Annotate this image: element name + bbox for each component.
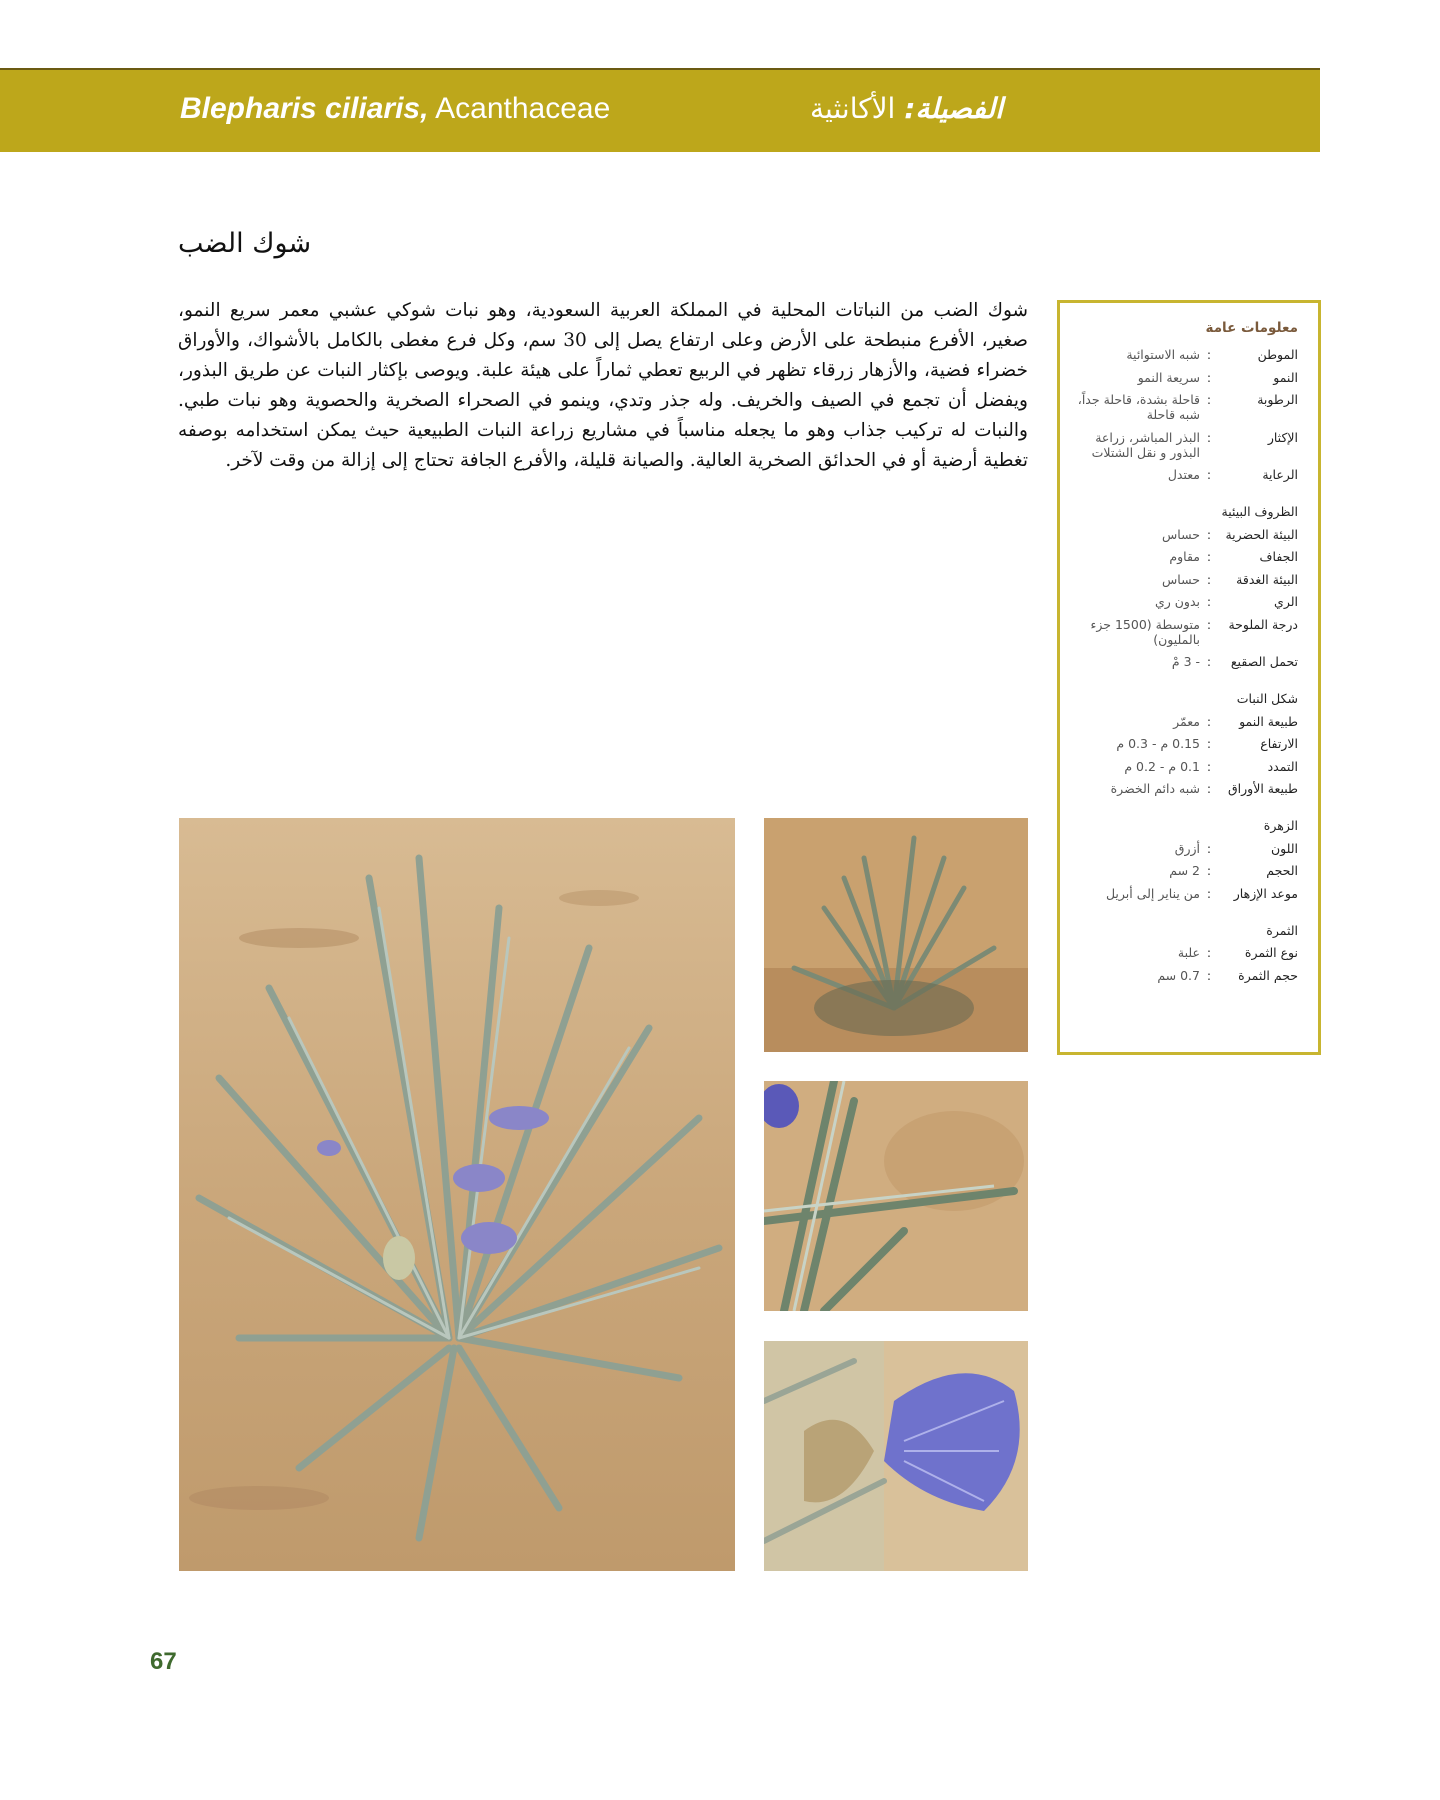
info-key: الرعاية bbox=[1262, 467, 1298, 482]
info-key: الري bbox=[1274, 594, 1298, 609]
info-sep: : bbox=[1206, 781, 1212, 796]
info-sep: : bbox=[1206, 967, 1212, 983]
info-row bbox=[1063, 759, 1298, 774]
info-sep: : bbox=[1206, 571, 1212, 587]
info-sep: : bbox=[1206, 429, 1212, 445]
info-key: طبيعة الأوراق bbox=[1227, 781, 1298, 796]
family-name-ar: الأكانثية bbox=[810, 92, 905, 125]
info-key: التمدد bbox=[1267, 758, 1298, 774]
info-key: موعد الإزهار bbox=[1233, 885, 1298, 901]
info-value: شبه دائم الخضرة bbox=[1110, 781, 1200, 796]
info-key: الموطن bbox=[1257, 347, 1298, 362]
info-value: حساس bbox=[1162, 571, 1200, 587]
info-row bbox=[1063, 392, 1298, 422]
info-key: نوع الثمرة bbox=[1244, 945, 1298, 960]
info-key: البيئة الغدقة bbox=[1236, 571, 1298, 587]
info-key: النمو bbox=[1273, 369, 1298, 385]
page-title: شوك الضب bbox=[178, 228, 312, 259]
page-number: 67 bbox=[150, 1648, 177, 1675]
info-sep: : bbox=[1206, 549, 1212, 564]
photo-side-2 bbox=[764, 1081, 1028, 1311]
info-value: أزرق bbox=[1174, 840, 1200, 856]
info-row bbox=[1063, 886, 1298, 901]
info-value: معمّر bbox=[1173, 713, 1200, 729]
info-sep: : bbox=[1206, 945, 1212, 960]
info-box bbox=[1057, 300, 1321, 1055]
photo-side-3 bbox=[764, 1341, 1028, 1571]
info-sep: : bbox=[1206, 526, 1212, 542]
info-row bbox=[1063, 430, 1298, 460]
info-section-fruit: الثمرة bbox=[1266, 922, 1298, 938]
plant-photo-clump bbox=[764, 818, 1028, 1052]
info-value: علبة bbox=[1177, 945, 1200, 960]
info-row bbox=[1063, 781, 1298, 796]
info-sep: : bbox=[1206, 654, 1212, 669]
info-sep: : bbox=[1206, 758, 1212, 774]
info-sep: : bbox=[1206, 347, 1212, 362]
info-key: درجة الملوحة bbox=[1228, 616, 1298, 632]
info-row bbox=[1063, 572, 1298, 587]
info-sep: : bbox=[1206, 713, 1212, 729]
info-value: شبه الاستوائية bbox=[1126, 347, 1200, 362]
info-key: حجم الثمرة bbox=[1238, 967, 1298, 983]
info-value: البذر المباشر، زراعة البذور و نقل الشتلات bbox=[1091, 429, 1200, 460]
info-sep: : bbox=[1206, 616, 1212, 632]
info-row bbox=[1063, 594, 1298, 609]
info-key: تحمل الصقيع bbox=[1230, 654, 1298, 669]
photo-main bbox=[179, 818, 735, 1571]
scientific-name bbox=[180, 92, 610, 126]
plant-photo-flower bbox=[764, 1341, 1028, 1571]
info-value: 2 سم bbox=[1169, 863, 1200, 878]
info-key: طبيعة النمو bbox=[1239, 713, 1298, 729]
info-row bbox=[1063, 527, 1298, 542]
info-sep: : bbox=[1206, 885, 1212, 901]
family-arabic bbox=[810, 92, 1003, 125]
info-sep: : bbox=[1206, 467, 1212, 482]
info-sep: : bbox=[1206, 840, 1212, 856]
info-list bbox=[1063, 347, 1298, 990]
info-key: الجفاف bbox=[1259, 549, 1298, 564]
info-row bbox=[1063, 654, 1298, 669]
info-row bbox=[1063, 736, 1298, 751]
info-key: الرطوبة bbox=[1257, 392, 1298, 407]
info-value: 0.15 م - 0.3 م bbox=[1116, 736, 1200, 751]
info-key: اللون bbox=[1270, 840, 1298, 856]
info-value: 0.7 سم bbox=[1157, 967, 1200, 983]
info-value: معتدل bbox=[1167, 467, 1200, 482]
plant-photo-leaves bbox=[764, 1081, 1028, 1311]
info-row bbox=[1063, 841, 1298, 856]
info-sep: : bbox=[1206, 736, 1212, 751]
header-bar bbox=[0, 68, 1320, 152]
species-name: Blepharis ciliaris, bbox=[180, 92, 429, 125]
info-value: بدون ري bbox=[1154, 594, 1200, 609]
info-row bbox=[1063, 968, 1298, 983]
info-key: الارتفاع bbox=[1260, 736, 1298, 751]
info-row bbox=[1063, 863, 1298, 878]
plant-description: شوك الضب من النباتات المحلية في المملكة العربية السعودية، وهو نبات شوكي عشبي معمر سريع النمو، صغير، الأفرع منبطحة على الأرض وعلى ارتفاع يصل إلى 30 سم، وكل فرع مغطى بالكامل بالأشواك، والأوراق خضراء فضية، والأزهار زرقاء تظهر في الربيع تعطي ثماراً على هيئة علبة. ويوصى بإكثار النبات عن طريق البذور، ويفضل أن تجمع في الصيف والخريف. وله جذر وتدي، وينمو في الصحراء الصخرية والحصوية وهو نبات طبي. والنبات له تركيب جذاب وهو ما يجعله مناسباً في مشاريع زراعة النبات الطبيعية حيث يمكن استخدامه بوصفه تغطية أرضية أو في الحدائق الصخرية العالية. والصيانة قليلة، والأفرع الجافة تحتاج إلى إزالة من وقت لآخر. bbox=[178, 300, 1028, 471]
info-row bbox=[1063, 714, 1298, 729]
info-value: سريعة النمو bbox=[1137, 369, 1200, 385]
info-value: مقاوم bbox=[1169, 549, 1200, 564]
info-section-environment: الظروف البيئية bbox=[1221, 504, 1298, 519]
info-sep: : bbox=[1206, 594, 1212, 609]
info-row bbox=[1063, 347, 1298, 362]
info-row bbox=[1063, 945, 1298, 960]
info-value: - 3 مْ bbox=[1171, 654, 1200, 669]
info-box-title: معلومات عامة bbox=[1205, 320, 1298, 336]
photo-side-1 bbox=[764, 818, 1028, 1052]
info-section-form: شكل النبات bbox=[1236, 691, 1298, 706]
info-value: قاحلة بشدة، قاحلة جداً، شبه قاحلة bbox=[1077, 392, 1200, 422]
family-label: الفصيلة: bbox=[904, 92, 1003, 125]
info-sep: : bbox=[1206, 392, 1212, 407]
info-value: متوسطة (1500 جزء بالمليون) bbox=[1090, 616, 1200, 647]
info-sep: : bbox=[1206, 863, 1212, 878]
info-row bbox=[1063, 617, 1298, 647]
info-key: الحجم bbox=[1266, 863, 1298, 878]
info-value: حساس bbox=[1162, 526, 1200, 542]
info-section-flower: الزهرة bbox=[1263, 818, 1298, 833]
info-key: البيئة الحضرية bbox=[1225, 526, 1298, 542]
info-key: الإكثار bbox=[1267, 429, 1298, 445]
info-row bbox=[1063, 467, 1298, 482]
info-value: من يناير إلى أبريل bbox=[1105, 885, 1200, 901]
info-row bbox=[1063, 370, 1298, 385]
info-value: 0.1 م - 0.2 م bbox=[1124, 758, 1200, 774]
info-row bbox=[1063, 549, 1298, 564]
family-latin: Acanthaceae bbox=[428, 92, 611, 125]
plant-photo-main bbox=[179, 818, 735, 1571]
info-sep: : bbox=[1206, 369, 1212, 385]
